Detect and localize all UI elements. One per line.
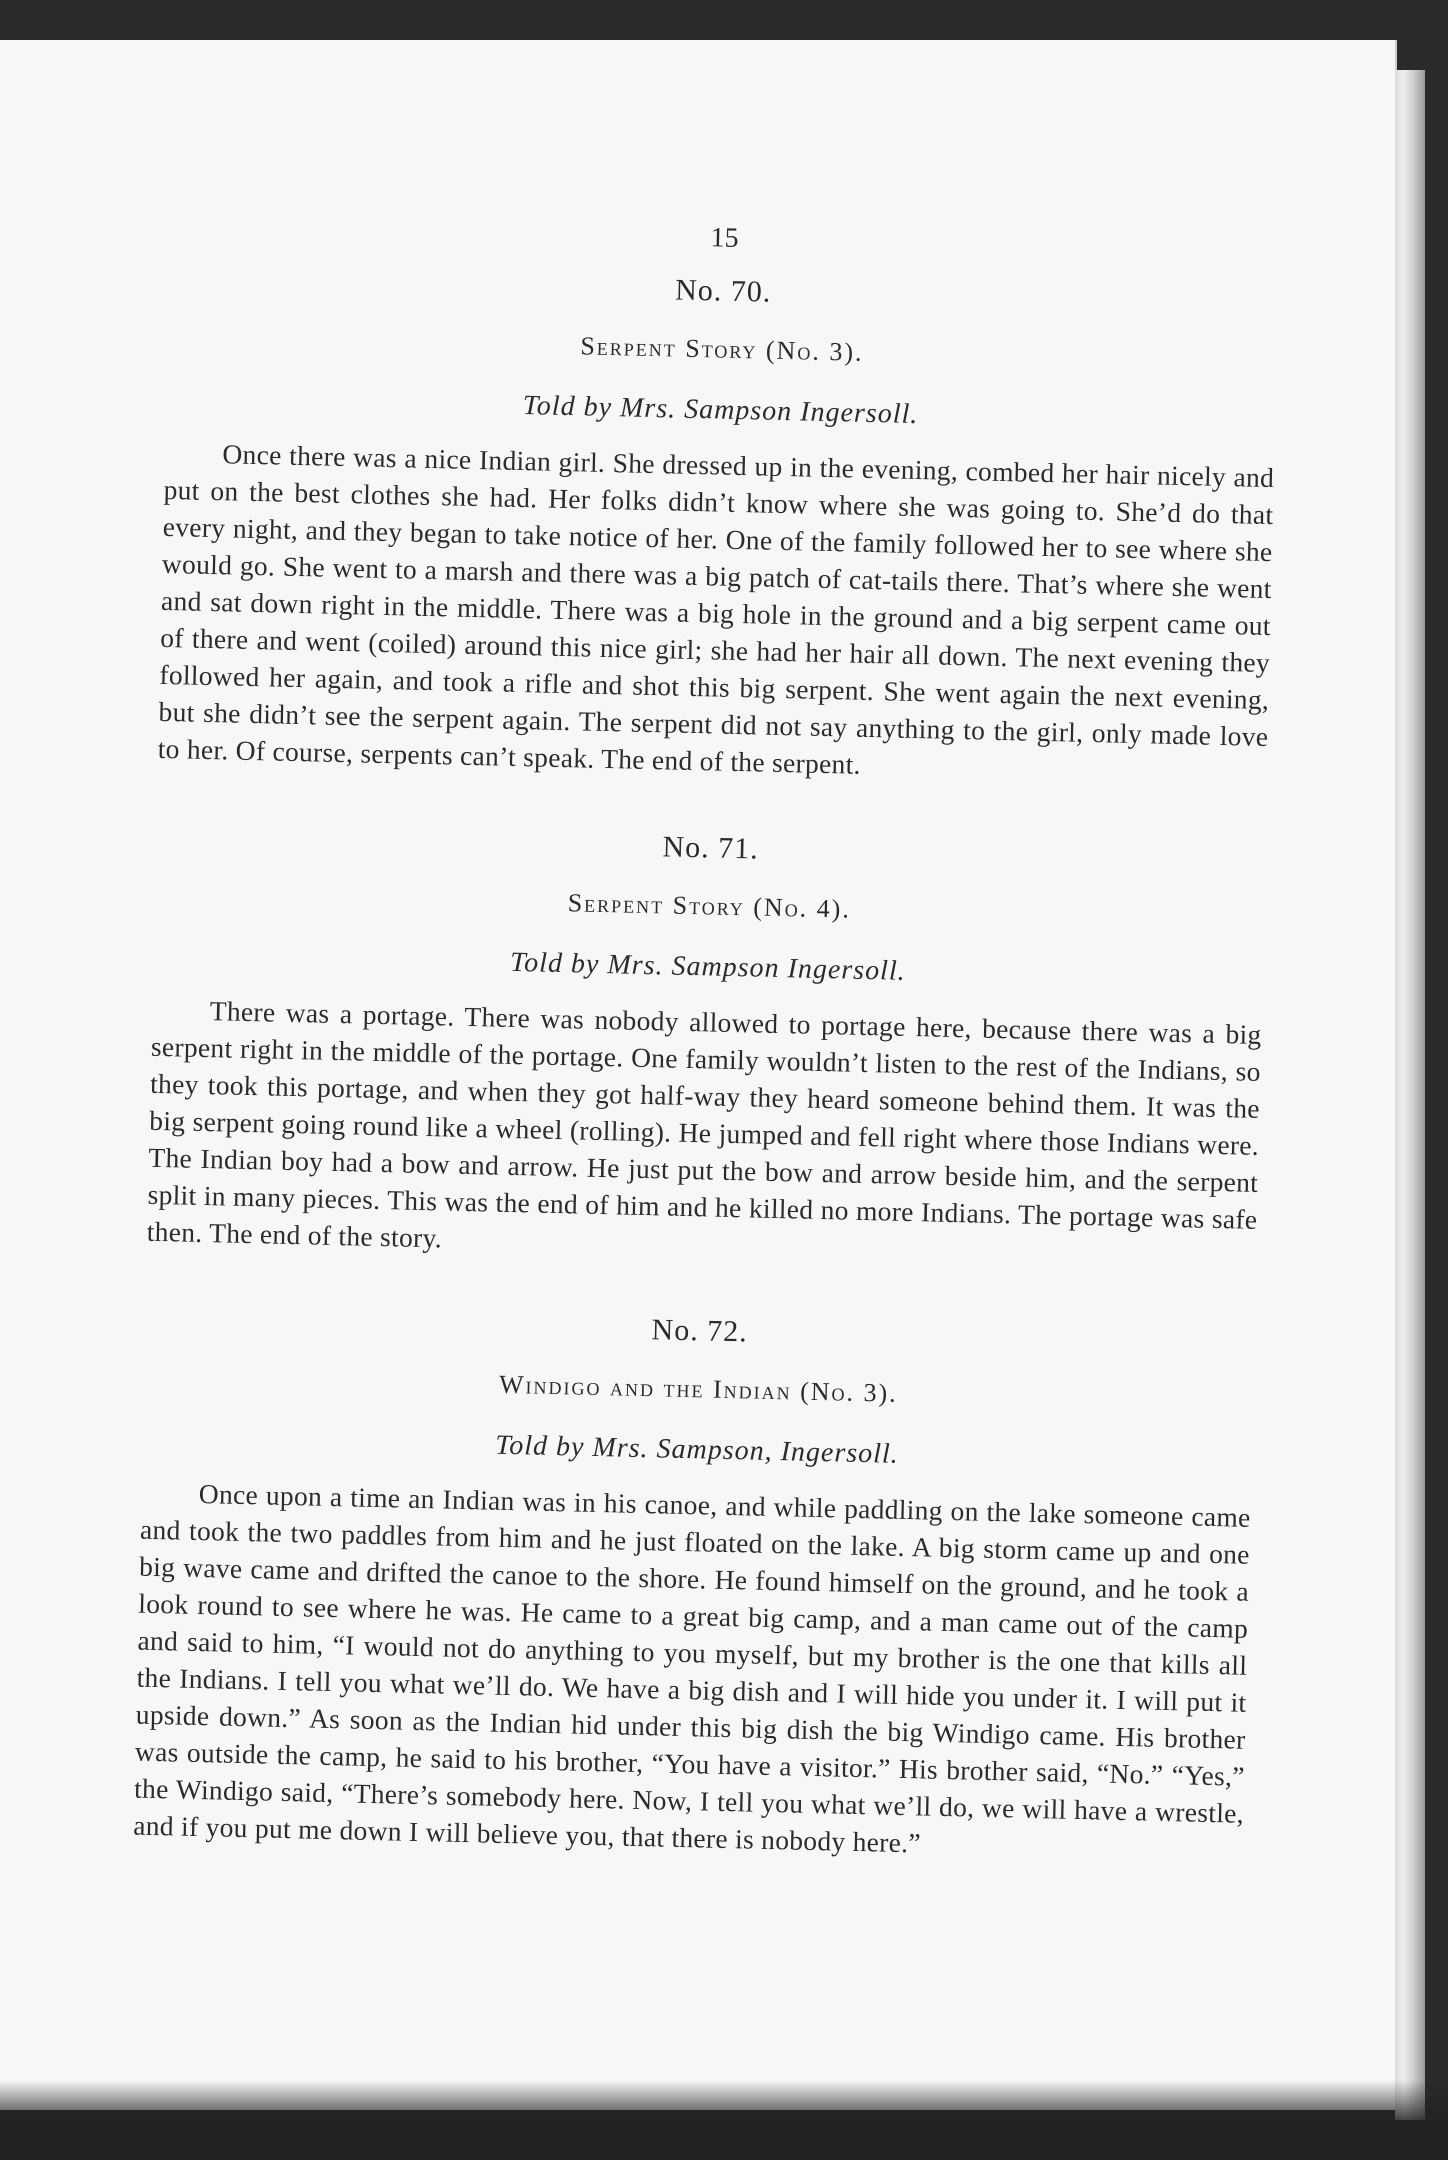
page-number: 15 — [710, 222, 739, 254]
story-teller: Told by Mrs. Sampson, Ingersoll. — [494, 1429, 900, 1470]
page-edge — [1395, 70, 1425, 2120]
story-text: Once upon a time an Indian was in his canoe, and while paddling on the lake someone came and took the two paddles from him and he just floated on the lake. A big storm came up and one big wave came and drifted the canoe to the shore. He found himself on the ground, and he took a look round to see where he was. He came to a great big camp, and a man came out of the camp and said to him, “I would not do anything to you myself, but my brother is the one that kills all the Indians. I tell you what we’ll do. We have a big dish and I will hide you under it. I will put it upside down.” As soon as the Indian hid under this big dish the big Windigo came. His brother was outside the camp, he said to his brother, “You have a visitor.” His brother said, “No.” “Yes,” the Windigo said, “There’s somebody here. Now, I tell you what we’ll do, we will have a wrestle, and if you put me down I will believe you, that there is nobody here.” — [132, 1477, 1251, 1859]
page-content — [133, 210, 1280, 1869]
story-text: There was a portage. There was nobody allowed to portage here, because there was a big serpent right in the middle of the portage. One family wouldn’t listen to the rest of the Indians, so they took this portage, and when they got half-way they heard someone behind them. It was the big serpent going round like a wheel (rolling). He jumped and fell right where those Indians were. The Indian boy had a bow and arrow. He just put the bow and arrow beside him, and the serpent split in many pieces. This was the end of him and he killed no more Indians. The portage was safe then. The end of the story. — [146, 995, 1262, 1254]
story-72 — [133, 1302, 1255, 1869]
story-number: No. 70. — [674, 273, 772, 309]
story-number: No. 71. — [662, 830, 760, 866]
story-71 — [146, 819, 1265, 1275]
scan-bottom-shadow — [0, 2080, 1448, 2160]
story-title: Windigo and the Indian (No. 3). — [498, 1369, 899, 1408]
story-text: Once there was a nice Indian girl. She dressed up in the evening, combed her hair nicely and put on the best clothes she had. Her folks didn’t know where she was going to. She’d do that every night, and they began to take notice of her. One of the family followed her to see where she would go. She went to a marsh and there was a big patch of cat-tails there. That’s where she went and sat down right in the middle. There was a big hole in the ground and a big serpent came out of there and went (coiled) around this nice girl; she had her hair all down. The next evening they followed her again, and took a rifle and shot this big serpent. She went again the next evening, but she didn’t see the serpent again. The serpent did not say anything to the girl, only made love to her. Of course, serpents can’t speak. The end of the serpent. — [157, 438, 1275, 780]
story-70 — [157, 262, 1278, 792]
story-number: No. 72. — [651, 1313, 749, 1349]
story-title: Serpent Story (No. 4). — [567, 888, 852, 924]
story-teller: Told by Mrs. Sampson Ingersoll. — [522, 390, 919, 431]
story-teller: Told by Mrs. Sampson Ingersoll. — [509, 946, 907, 987]
story-title: Serpent Story (No. 3). — [580, 331, 864, 367]
